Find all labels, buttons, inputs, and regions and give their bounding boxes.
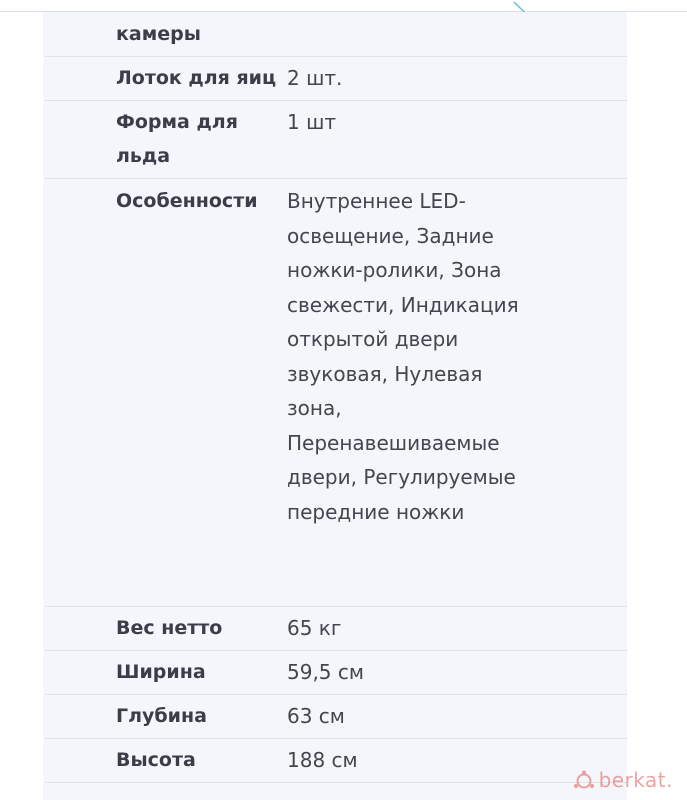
- table-row: [45, 695, 627, 739]
- berkat-logo-icon: [573, 769, 595, 791]
- row-value: [287, 651, 627, 694]
- row-value: [287, 12, 627, 56]
- row-value-text: 1 шт: [287, 110, 337, 134]
- row-label-text: Форма для льда: [116, 111, 238, 167]
- row-label-text: Особенности: [116, 190, 258, 212]
- row-label: [45, 651, 287, 694]
- specs-table: [45, 12, 627, 783]
- row-value-text: 2 шт.: [287, 66, 343, 90]
- row-label: [45, 607, 287, 650]
- row-label-text: Лоток для яиц: [116, 67, 277, 89]
- table-row: [45, 607, 627, 651]
- row-value-text: 65 кг: [287, 616, 342, 640]
- row-value-text: 63 см: [287, 704, 345, 728]
- row-label: [45, 739, 287, 782]
- table-row: [45, 179, 627, 607]
- row-label: [45, 101, 287, 178]
- table-row: [45, 739, 627, 783]
- row-label: [45, 12, 287, 56]
- table-row: [45, 651, 627, 695]
- row-value: [287, 607, 627, 650]
- watermark-text: berkat.: [598, 768, 673, 792]
- table-row: [45, 12, 627, 57]
- row-label-text: камеры: [116, 23, 201, 45]
- table-row: [45, 57, 627, 101]
- row-label: [45, 695, 287, 738]
- row-label-text: Глубина: [116, 705, 207, 727]
- row-value: [287, 179, 627, 606]
- row-value-text: 188 см: [287, 748, 358, 772]
- row-value: [287, 101, 627, 178]
- row-label-text: Вес нетто: [116, 617, 223, 639]
- row-label: [45, 57, 287, 100]
- row-label-text: Ширина: [116, 661, 206, 683]
- row-value: [287, 695, 627, 738]
- row-value-text: 59,5 см: [287, 660, 364, 684]
- row-label-text: Высота: [116, 749, 196, 771]
- watermark: [573, 768, 673, 792]
- table-row: [45, 101, 627, 179]
- row-value: [287, 57, 627, 100]
- row-value-text: Внутреннее LED-освещение, Задние ножки-ролики, Зона свежести, Индикация открытой двери звуковая, Нулевая зона, Перенавешиваемые двери, Регулируемые передние ножки: [287, 189, 519, 524]
- row-label: [45, 179, 287, 606]
